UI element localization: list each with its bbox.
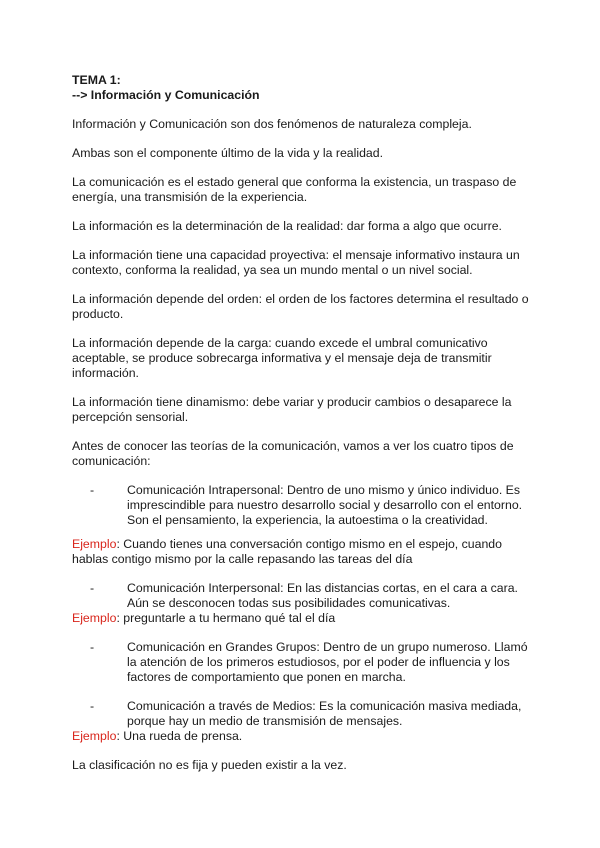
example-media [72, 729, 534, 744]
paragraph-components: Ambas son el componente último de la vida y la realidad. [72, 146, 384, 160]
section-title: --> Información y Comunicación [72, 88, 260, 102]
list-item-intrapersonal [90, 483, 534, 528]
example-text: : Cuando tienes una conversación contigo mismo en el espejo, cuando hablas contigo mismo por la calle repasando las tareas del día [72, 537, 502, 566]
paragraph-communication-definition: La comunicación es el estado general que conforma la existencia, un traspaso de energía, una transmisión de la experiencia. [72, 175, 517, 204]
paragraph-types-intro: Antes de conocer las teorías de la comunicación, vamos a ver los cuatro tipos de comunicación: [72, 439, 514, 468]
paragraph-load: La información depende de la carga: cuando excede el umbral comunicativo aceptable, se produce sobrecarga informativa y el mensaje deja de transmitir información. [72, 336, 492, 380]
bullet-dash: - [90, 483, 95, 497]
paragraph-dynamism: La información tiene dinamismo: debe variar y producir cambios o desaparece la percepción sensorial. [72, 395, 512, 424]
paragraph-closing: La clasificación no es fija y pueden existir a la vez. [72, 758, 347, 772]
list-item-media [90, 699, 534, 729]
paragraph-intro: Información y Comunicación son dos fenómenos de naturaleza compleja. [72, 117, 472, 131]
list-item-text: Comunicación Interpersonal: En las distancias cortas, en el cara a cara. Aún se desconocen todas sus posibilidades comunicativas. [127, 581, 518, 610]
paragraph-order: La información depende del orden: el orden de los factores determina el resultado o producto. [72, 292, 529, 321]
bullet-dash: - [90, 581, 95, 595]
example-label: Ejemplo [72, 729, 117, 743]
list-item-large-groups [90, 640, 534, 685]
paragraph-projective-capacity: La información tiene una capacidad proyectiva: el mensaje informativo instaura un contexto, conforma la realidad, ya sea un mundo mental o un nivel social. [72, 248, 520, 277]
list-item-text: Comunicación en Grandes Grupos: Dentro de un grupo numeroso. Llamó la atención de los primeros estudiosos, por el poder de influencia y los factores de comportamiento que ponen en marcha. [127, 640, 528, 684]
example-interpersonal [72, 611, 534, 626]
example-intrapersonal [72, 537, 534, 567]
bullet-dash: - [90, 699, 95, 713]
bullet-dash: - [90, 640, 95, 654]
paragraph-information-definition: La información es la determinación de la realidad: dar forma a algo que ocurre. [72, 219, 502, 233]
example-text: : Una rueda de prensa. [116, 729, 243, 743]
list-item-text: Comunicación Intrapersonal: Dentro de uno mismo y único individuo. Es imprescindible para nuestro desarrollo social y desarrollo con el entorno. Son el pensamiento, la experiencia, la autoestima o la creatividad. [127, 483, 523, 527]
example-text: : preguntarle a tu hermano qué tal el día [116, 611, 336, 625]
list-item-text: Comunicación a través de Medios: Es la comunicación masiva mediada, porque hay un medio de transmisión de mensajes. [127, 699, 522, 728]
example-label: Ejemplo [72, 537, 117, 551]
example-label: Ejemplo [72, 611, 117, 625]
list-item-interpersonal [90, 581, 534, 611]
topic-title: TEMA 1: [72, 73, 121, 87]
document-page [72, 73, 534, 773]
